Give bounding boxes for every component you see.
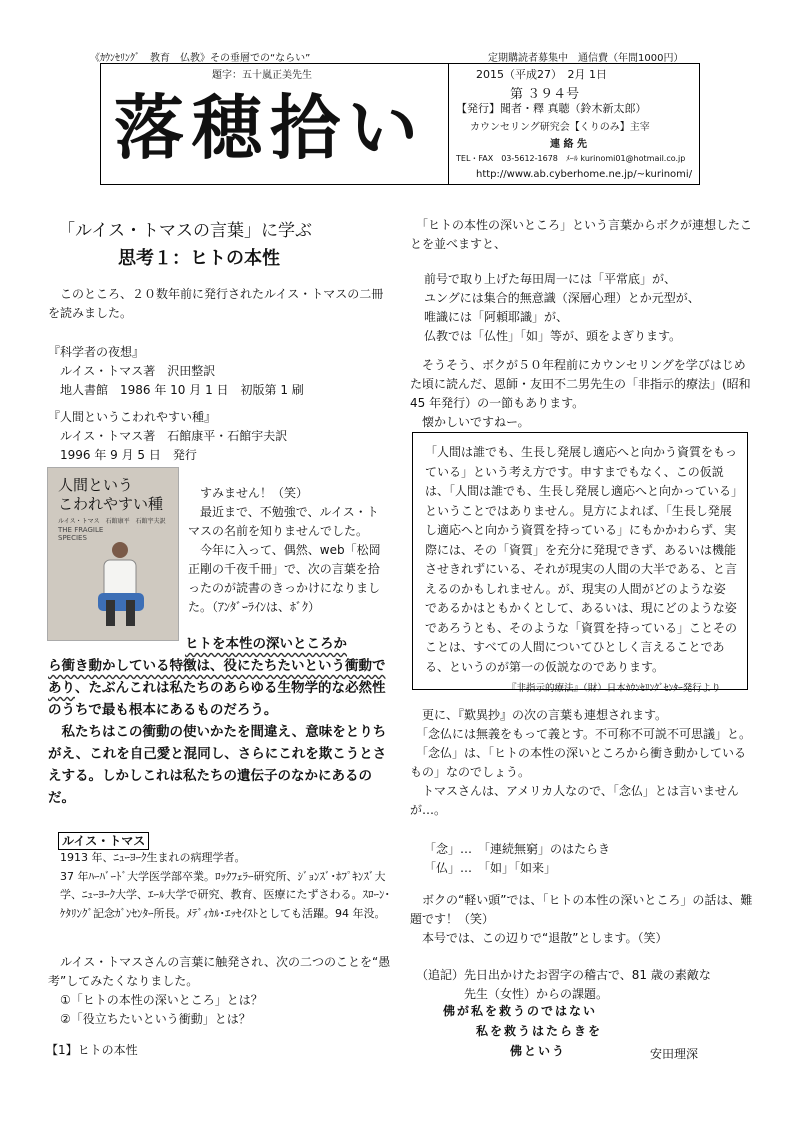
right-paragraph-1: 「ヒトの本性の深いところ」という言葉からボクが連想したことを並べますと、 — [410, 218, 753, 251]
intro-paragraph: このところ、２０数年前に発行されたルイス・トマスの二冊を読みました。 — [48, 287, 384, 320]
profile-heading: ルイス・トマス — [58, 832, 149, 850]
nen-butsu-definitions: 「念」… 「連続無窮」のはたらき 「仏」… 「如」「如来」 — [424, 842, 611, 875]
book-cover-english-title: THE FRAGILE SPECIES — [58, 526, 104, 542]
publisher: 【発行】聞者・釋 真聴（鈴木新太郎） — [456, 102, 647, 115]
book-cover-title: 人間という こわれやすい種 — [58, 476, 164, 513]
book-reference-2: 『人間というこわれやすい種』 ルイス・トマス著 石館康平・石館宇夫訳 1996 年 9 月 5 日 発行 — [48, 410, 288, 462]
masthead-title: 落穂拾い — [114, 86, 426, 169]
calligraphy-line-1: 佛が私を救うのではない — [443, 1004, 598, 1018]
masthead-divider — [448, 63, 449, 185]
book-cover-figure — [90, 538, 152, 630]
website-url: http://www.ab.cyberhome.ne.jp/~kurinomi/ — [476, 169, 693, 180]
article-title: 「ルイス・トマスの言葉」に学ぶ — [58, 221, 312, 241]
book-cover-image — [47, 467, 179, 641]
book-reference-1: 『科学者の夜想』 ルイス・トマス著 沢田整訳 地人書館 1986 年 10 月 1 日 初版第 1 刷 — [48, 345, 304, 397]
quoted-passage-source: 『非指示的療法』（財）日本ｶｳﾝｾﾘﾝｸﾞｾﾝﾀｰ発行より — [507, 683, 721, 694]
header-tagline-right: 定期購読者募集中 通信費（年間1000円） — [488, 53, 684, 64]
title-credit: 題字：五十嵐正美先生 — [212, 70, 312, 81]
calligraphy-line-3: 佛という — [510, 1044, 567, 1058]
section-heading-1: 【1】ヒトの本性 — [46, 1043, 138, 1057]
quote-underlined: ら衝き動かしている特徴は、役にたちたいという衝動であり — [48, 658, 386, 696]
issue-number: 第 ３９４号 — [510, 87, 580, 102]
lewis-thomas-quote — [48, 655, 393, 809]
apology-paragraph: すみません！（笑） 最近まで、不勉強で、ルイス・トマスの名前を知りませんでした。 今年に入って、偶然、web「松岡正剛の千夜千冊」で、次の言葉を拾ったのが読書のきっかけになりました。（ｱﾝﾀﾞｰﾗｲﾝは、ﾎﾞｸ） — [188, 486, 381, 614]
quote-lead: ヒトを本性の深いところか — [185, 636, 347, 652]
organization: カウンセリング研究会【くりのみ】主宰 — [470, 122, 650, 133]
tel-email: TEL・FAX 03-5612-1678 ﾒｰﾙ kurinomi01@hotmail.co.jp — [456, 154, 686, 163]
quoted-passage-text: 「人間は誰でも、生長し発展し適応へと向かう資質をもっている」という考え方です。申すまでもなく、この仮説は、「人間は誰でも、生長し発展し適応へと向かっている」ということではありません。見方によれば、「生長し発展し適応へと向かう資質を持っている」にもかかわらず、実際には、その「資質」を充分に発現できず、あるいは機能させきれずにいる、それが現実の人間の大半である、と言えるのかもしれません。が、現実の人間がどのような姿であるかはともかくとして、あるいは、現にどのような姿であろうとも、そのような「資質を持っている」ことそのことは、すべての人間についてひとしく言えることである、というのが第一の仮説なのであります。 — [425, 445, 738, 674]
book-cover-author: ルイス・トマス 石館康平 石館宇夫訳 — [58, 518, 166, 525]
associations-list: 前号で取り上げた毎田周一には「平常底」が、 ユングには集合的無意識（深層心理）とか元型が、 唯識には「阿頼耶識」が、 仏教では「仏性」「如」等が、頭をよぎります。 — [424, 272, 700, 343]
calligraphy-line-2: 私を救うはたらきを — [476, 1024, 603, 1038]
right-paragraph-4: ボクの“軽い頭”では、「ヒトの本性の深いところ」の話は、難題です！（笑） 本号では、この辺りで“退散”とします。（笑） — [410, 893, 753, 945]
postscript: （追記）先日出かけたお習字の稽古で、81 歳の素敵な 先生（女性）からの課題。 — [416, 968, 711, 1001]
quote-rest: 、たぶんこれは私たちのあらゆる生物学的な必然性のうちで最も根本にあるものだろう。 私たちはこの衝動の使いかたを間違え、意味をとりちがえ、これを自己愛と混同し、さらにこれを欺こうとさえする。しかしこれは私たちの遺伝子のなかにあるのだ。 — [48, 680, 387, 806]
profile-text: 1913 年、ﾆｭｰﾖｰｸ生まれの病理学者。 37 年ﾊｰﾊﾞｰﾄﾞ大学医学部卒業。ﾛｯｸﾌｪﾗｰ研究所、ｼﾞｮﾝｽﾞ･ﾎﾌﾟｷﾝｽﾞ大学、ﾆｭｰﾖｰｸ大学、ｴｰﾙ大学で研究、教育、医療にたずさわる。ｽﾛｰﾝ･ｹﾀﾘﾝｸﾞ記念ｶﾞﾝｾﾝﾀｰ所長。ﾒﾃﾞｨｶﾙ･ｴｯｾｲｽﾄとしても活躍。94 年没。 — [60, 851, 390, 920]
calligraphy-author: 安田理深 — [650, 1047, 699, 1061]
thinking-lead: ルイス・トマスさんの言葉に触発され、次の二つのことを“愚考”してみたくなりました。 — [48, 955, 391, 988]
issue-date: 2015（平成27） 2月 1日 — [476, 68, 607, 81]
article-subtitle: 思考１：ヒトの本性 — [118, 248, 280, 269]
question-2: ②「役立ちたいという衝動」とは？ — [60, 1012, 251, 1026]
contact-label: 連 絡 先 — [550, 139, 587, 150]
quoted-passage-box — [412, 432, 748, 694]
right-paragraph-2: そうそう、ボクが５０年程前にカウンセリングを学びはじめた頃に読んだ、恩師・友田不二男先生の「非指示的療法」(昭和 45 年発行）の一節もあります。 懐かしいですねー。 — [410, 358, 751, 429]
question-1: ①「ヒトの本性の深いところ」とは？ — [60, 993, 263, 1007]
header-tagline-left: 《ｶｳﾝｾﾘﾝｸﾞ 教育 仏教》その垂層での“ならい” — [90, 53, 311, 64]
right-paragraph-3: 更に、『歎異抄』の次の言葉も連想されます。 「念仏には無義をもって義とす。不可称不可説不可思議」と。 「念仏」は、「ヒトの本性の深いところから衝き動かしているもの」なのでしょう。 トマスさんは、アメリカ人なので、「念仏」とは言いませんが…。 — [410, 708, 752, 817]
